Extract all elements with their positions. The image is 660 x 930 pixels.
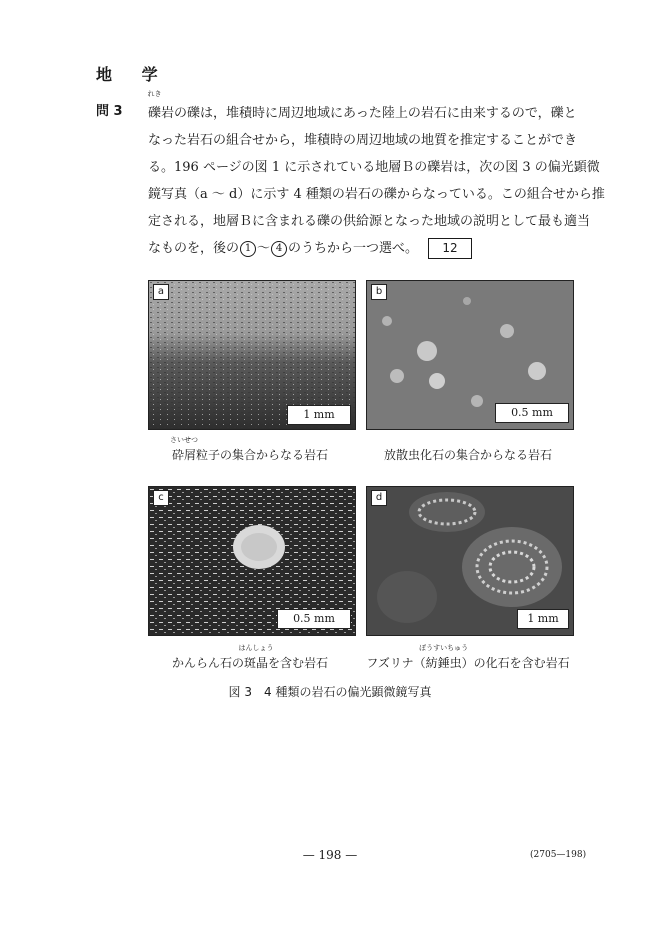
page-number: — 198 — [302, 848, 358, 862]
document-code: (2705—198) [530, 850, 587, 860]
question-line-5: 定される，地層Ｂに含まれる礫の供給源となった地域の説明として最も適当 [148, 214, 591, 229]
photo-b-label: b [371, 284, 387, 300]
photo-c-scalebar: 0.5 mm [277, 609, 351, 629]
caption-d: フズリナ（紡錘虫 ぼうすいちゅう ）の化石を含む岩石 [366, 644, 570, 670]
photo-d [366, 486, 574, 636]
photo-c [148, 486, 356, 636]
ruby-reki: 礫 れき [147, 90, 162, 121]
caption-b: 放散虫化石の集合からなる岩石 [383, 448, 552, 462]
question-line-4: 鏡写真（a ～ d）に示す 4 種類の岩石の礫からなっている。この組合せから推 [148, 187, 605, 202]
photo-b [366, 280, 574, 430]
photo-b-scalebar: 0.5 mm [495, 403, 569, 423]
photo-d-scalebar: 1 mm [517, 609, 569, 629]
figure-caption: 図 3 4 種類の岩石の偏光顕微鏡写真 [228, 685, 432, 699]
photo-a-scalebar: 1 mm [287, 405, 351, 425]
photo-c-label: c [153, 490, 169, 506]
question-line-2: なった岩石の組合せから，堆積時の周辺地域の地質を推定することができ [148, 133, 578, 148]
photo-a [148, 280, 356, 430]
choice-first: 1 [240, 241, 256, 257]
caption-c: かんらん石の斑晶 はんしょう を含む岩石 [171, 644, 329, 670]
caption-a: 砕屑 さいせつ 粒子の集合からなる岩石 [169, 436, 329, 462]
ruby-bosuichu: 紡錘虫 ぼうすいちゅう [419, 644, 469, 670]
question-text [147, 90, 605, 262]
question-line-1: 礫 れき 岩の礫は，堆積時に周辺地域にあった陸上の岩石に由来するので，礫と [148, 100, 588, 127]
photo-d-label: d [371, 490, 387, 506]
choice-last: 4 [271, 241, 287, 257]
photo-a-label: a [153, 284, 169, 300]
question-label: 問 3 [96, 104, 123, 119]
ruby-saisetsu: 砕屑 さいせつ [169, 436, 198, 462]
answer-box[interactable]: 12 [428, 238, 472, 259]
ruby-hansho: 斑晶 はんしょう [238, 644, 274, 670]
subject-heading: 地 学 [96, 65, 170, 84]
question-line-6: なものを，後の 1 ～ 4 のうちから一つ選べ。 12 [148, 235, 588, 262]
question-line-3: る。196 ページの図 1 に示されている地層Ｂの礫岩は，次の図 3 の偏光顕微 [148, 160, 600, 175]
